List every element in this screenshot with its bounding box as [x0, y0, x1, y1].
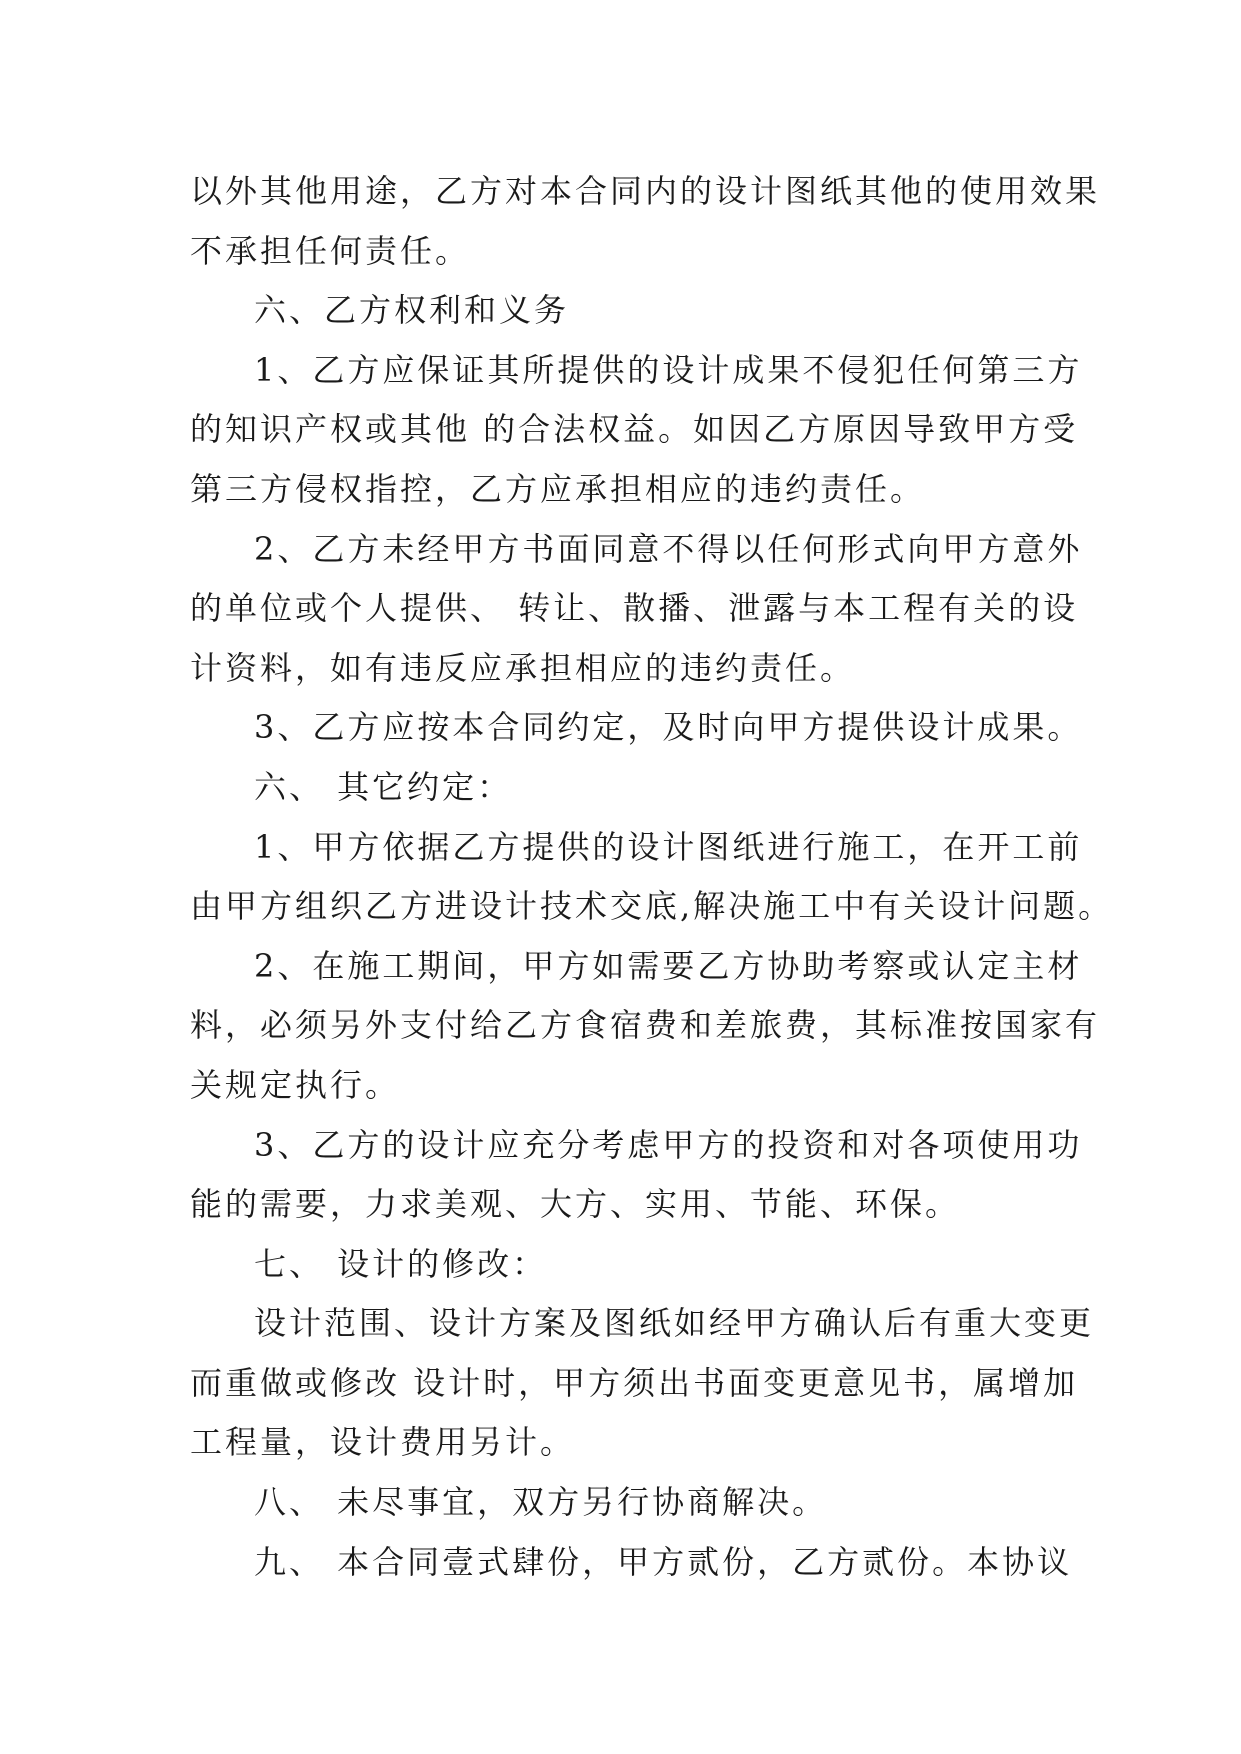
text-line: 而重做或修改 设计时，甲方须出书面变更意见书，属增加	[190, 1363, 1079, 1402]
text-line: 第三方侵权指控，乙方应承担相应的违约责任。	[190, 469, 926, 508]
section-heading: 六、 其它约定：	[254, 767, 513, 806]
text-line: 计资料，如有违反应承担相应的违约责任。	[190, 648, 856, 687]
text-line: 3、乙方的设计应充分考虑甲方的投资和对各项使用功	[254, 1125, 1083, 1164]
text-line: 设计范围、设计方案及图纸如经甲方确认后有重大变更	[254, 1304, 1095, 1343]
text-line: 的单位或个人提供、 转让、散播、泄露与本工程有关的设	[190, 589, 1079, 628]
text-line: 2、在施工期间，甲方如需要乙方协助考察或认定主材	[254, 946, 1083, 985]
text-line: 2、乙方未经甲方书面同意不得以任何形式向甲方意外	[254, 529, 1083, 568]
section-heading: 六、乙方权利和义务	[254, 291, 570, 330]
text-line: 能的需要，力求美观、大方、实用、节能、环保。	[190, 1185, 961, 1224]
text-line: 3、乙方应按本合同约定，及时向甲方提供设计成果。	[254, 708, 1083, 747]
section-heading: 九、 本合同壹式肆份，甲方贰份，乙方贰份。本协议	[254, 1542, 1073, 1581]
text-line: 工程量，设计费用另计。	[190, 1423, 576, 1462]
text-line: 不承担任何责任。	[190, 231, 471, 270]
text-line: 由甲方组织乙方进设计技术交底,解决施工中有关设计问题。	[190, 887, 1114, 926]
section-heading: 七、 设计的修改：	[254, 1244, 548, 1283]
section-heading: 八、 未尽事宜，双方另行协商解决。	[254, 1483, 828, 1522]
text-line: 的知识产权或其他 的合法权益。如因乙方原因导致甲方受	[190, 410, 1079, 449]
text-line: 1、甲方依据乙方提供的设计图纸进行施工，在开工前	[254, 827, 1083, 866]
text-line: 1、乙方应保证其所提供的设计成果不侵犯任何第三方	[254, 350, 1083, 389]
text-line: 关规定执行。	[190, 1065, 401, 1104]
document-body	[190, 162, 1114, 1592]
text-line: 以外其他用途，乙方对本合同内的设计图纸其他的使用效果	[190, 172, 1101, 210]
text-line: 料，必须另外支付给乙方食宿费和差旅费，其标准按国家有	[190, 1006, 1101, 1045]
